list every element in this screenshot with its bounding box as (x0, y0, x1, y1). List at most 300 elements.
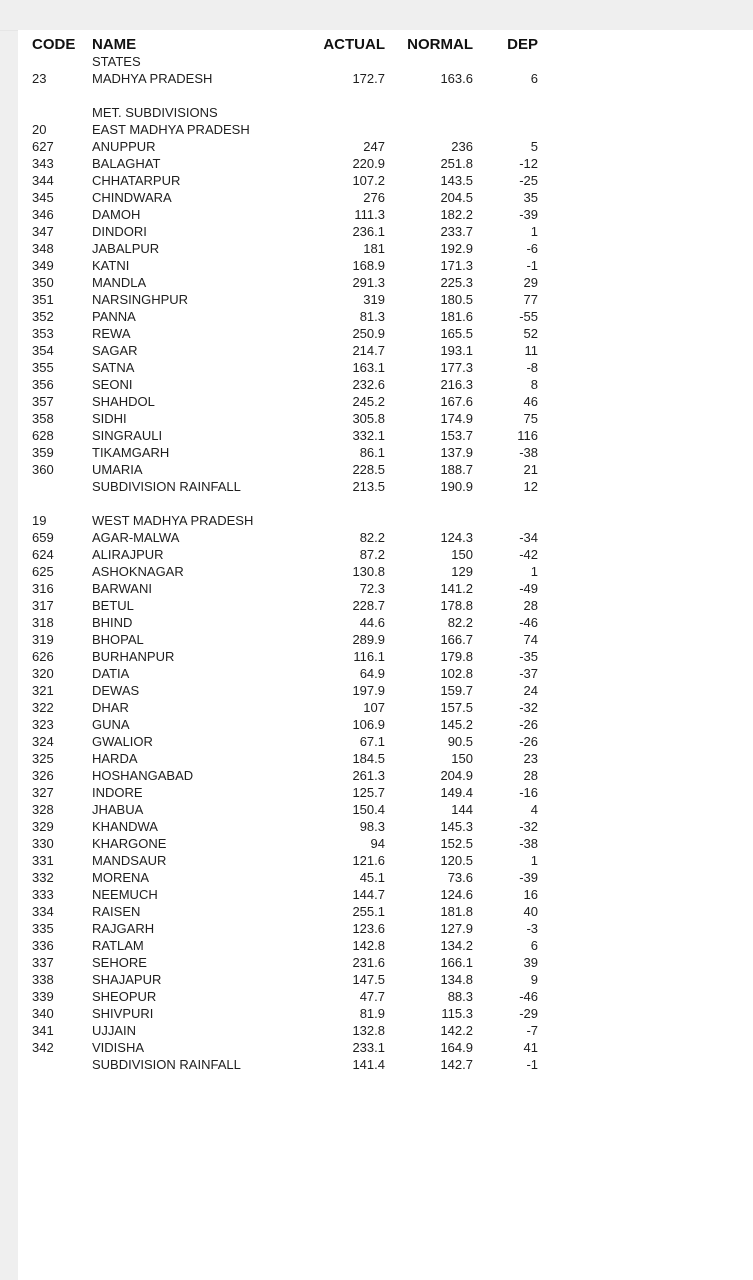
cell-code: 350 (32, 275, 54, 290)
cell-dep: 12 (523, 479, 538, 494)
cell-name: BALAGHAT (92, 156, 161, 171)
cell-dep: -38 (519, 445, 538, 460)
table-row (32, 1005, 753, 1022)
cell-actual (260, 512, 385, 529)
table-row (32, 478, 753, 495)
table-row (32, 886, 753, 903)
table-row (32, 1039, 753, 1056)
cell-normal: 190.9 (440, 479, 473, 494)
cell-dep: 28 (523, 768, 538, 783)
cell-filler (538, 597, 753, 614)
cell-filler (538, 954, 753, 971)
cell-actual: 45.1 (359, 870, 385, 885)
cell-dep: -6 (526, 241, 538, 256)
cell-actual: 319 (363, 292, 385, 307)
column-header-normal: NORMAL (407, 36, 473, 53)
cell-filler (538, 716, 753, 733)
cell-dep: 46 (523, 394, 538, 409)
cell-filler (538, 155, 753, 172)
report-page (18, 30, 753, 1280)
cell-code: 323 (32, 717, 54, 732)
cell-name: DAMOH (92, 207, 141, 222)
cell-code: 319 (32, 632, 54, 647)
cell-dep: 5 (530, 139, 538, 154)
cell-filler (538, 53, 753, 70)
cell-normal: 157.5 (440, 700, 473, 715)
cell-filler (538, 1056, 753, 1073)
table-row (32, 784, 753, 801)
cell-code: 348 (32, 241, 54, 256)
cell-normal: 171.3 (440, 258, 473, 273)
cell-code: 318 (32, 615, 54, 630)
cell-name: CHHATARPUR (92, 173, 181, 188)
cell-name: SAGAR (92, 343, 138, 358)
cell-name: SUBDIVISION RAINFALL (92, 479, 241, 494)
cell-filler (538, 869, 753, 886)
cell-dep: -38 (519, 836, 538, 851)
cell-code: 345 (32, 190, 54, 205)
cell-normal (385, 104, 473, 121)
table-row (32, 614, 753, 631)
table-row (32, 240, 753, 257)
cell-name: KHARGONE (92, 836, 167, 851)
cell-filler (538, 614, 753, 631)
table-row (32, 325, 753, 342)
spacer-row (32, 87, 753, 104)
cell-actual: 142.8 (352, 938, 385, 953)
cell-dep: -55 (519, 309, 538, 324)
cell-dep: 9 (530, 972, 538, 987)
column-header-actual: ACTUAL (323, 36, 385, 53)
cell-dep: -34 (519, 530, 538, 545)
table-row (32, 274, 753, 291)
table-row (32, 920, 753, 937)
header-row (32, 33, 753, 53)
cell-code: 317 (32, 598, 54, 613)
cell-name: RAISEN (92, 904, 141, 919)
cell-code: 20 (32, 122, 47, 137)
cell-normal: 164.9 (440, 1040, 473, 1055)
cell-actual: 181 (363, 241, 385, 256)
cell-actual: 130.8 (352, 564, 385, 579)
cell-dep: -35 (519, 649, 538, 664)
column-header-filler (538, 33, 753, 53)
cell-actual: 44.6 (359, 615, 385, 630)
cell-normal: 82.2 (447, 615, 473, 630)
cell-actual: 106.9 (352, 717, 385, 732)
cell-code: 353 (32, 326, 54, 341)
cell-normal: 193.1 (440, 343, 473, 358)
cell-name: SEHORE (92, 955, 147, 970)
table-row (32, 376, 753, 393)
cell-normal: 142.7 (440, 1057, 473, 1072)
cell-normal: 102.8 (440, 666, 473, 681)
cell-filler (538, 750, 753, 767)
cell-code: 320 (32, 666, 54, 681)
cell-filler (538, 767, 753, 784)
cell-dep: -39 (519, 207, 538, 222)
cell-dep: -12 (519, 156, 538, 171)
cell-filler (538, 1005, 753, 1022)
cell-name: AGAR-MALWA (92, 530, 180, 545)
cell-actual: 98.3 (359, 819, 385, 834)
cell-code: 321 (32, 683, 54, 698)
cell-code: 359 (32, 445, 54, 460)
table-row (32, 767, 753, 784)
cell-actual: 82.2 (359, 530, 385, 545)
cell-filler (538, 478, 753, 495)
cell-dep (473, 512, 538, 529)
cell-normal (385, 53, 473, 70)
table-row (32, 393, 753, 410)
cell-normal: 134.8 (440, 972, 473, 987)
cell-normal: 88.3 (447, 989, 473, 1004)
cell-normal: 178.8 (440, 598, 473, 613)
cell-filler (538, 937, 753, 954)
cell-code: 349 (32, 258, 54, 273)
cell-actual: 228.5 (352, 462, 385, 477)
cell-name: SHAJAPUR (92, 972, 162, 987)
cell-filler (538, 665, 753, 682)
table-row (32, 903, 753, 920)
cell-filler (538, 903, 753, 920)
cell-normal: 145.2 (440, 717, 473, 732)
cell-actual: 261.3 (352, 768, 385, 783)
table-row (32, 648, 753, 665)
cell-name: ALIRAJPUR (92, 547, 164, 562)
cell-normal: 152.5 (440, 836, 473, 851)
cell-normal: 180.5 (440, 292, 473, 307)
cell-name: GUNA (92, 717, 130, 732)
table-row (32, 988, 753, 1005)
table-row (32, 750, 753, 767)
table-row (32, 563, 753, 580)
table-row (32, 971, 753, 988)
cell-filler (538, 648, 753, 665)
cell-name: BARWANI (92, 581, 152, 596)
cell-filler (538, 138, 753, 155)
cell-normal: 165.5 (440, 326, 473, 341)
cell-dep: -32 (519, 819, 538, 834)
cell-actual: 81.3 (359, 309, 385, 324)
cell-name: DINDORI (92, 224, 147, 239)
cell-actual: 250.9 (352, 326, 385, 341)
cell-code: 327 (32, 785, 54, 800)
cell-filler (538, 308, 753, 325)
cell-dep (473, 121, 538, 138)
table-row (32, 172, 753, 189)
cell-actual: 184.5 (352, 751, 385, 766)
cell-code: 330 (32, 836, 54, 851)
cell-name: UMARIA (92, 462, 143, 477)
table-row (32, 308, 753, 325)
cell-actual: 245.2 (352, 394, 385, 409)
cell-name: MANDLA (92, 275, 147, 290)
cell-dep: -42 (519, 547, 538, 562)
cell-actual: 231.6 (352, 955, 385, 970)
cell-actual: 233.1 (352, 1040, 385, 1055)
cell-name: HARDA (92, 751, 138, 766)
table-row (32, 665, 753, 682)
table-row (32, 512, 753, 529)
cell-name: KATNI (92, 258, 130, 273)
table-row (32, 53, 753, 70)
cell-code: 322 (32, 700, 54, 715)
cell-filler (538, 121, 753, 138)
cell-actual: 72.3 (359, 581, 385, 596)
cell-dep: -3 (526, 921, 538, 936)
cell-code: 335 (32, 921, 54, 936)
cell-filler (538, 852, 753, 869)
cell-normal: 181.6 (440, 309, 473, 324)
cell-code: 347 (32, 224, 54, 239)
cell-code: 337 (32, 955, 54, 970)
cell-actual: 214.7 (352, 343, 385, 358)
cell-dep: 4 (530, 802, 538, 817)
cell-dep: 16 (523, 887, 538, 902)
cell-dep: -49 (519, 581, 538, 596)
cell-normal: 145.3 (440, 819, 473, 834)
cell-normal (385, 512, 473, 529)
cell-filler (538, 682, 753, 699)
spacer-cell (32, 87, 753, 104)
cell-actual: 305.8 (352, 411, 385, 426)
table-row (32, 631, 753, 648)
table-row (32, 189, 753, 206)
cell-name: NEEMUCH (92, 887, 158, 902)
cell-normal: 129 (451, 564, 473, 579)
cell-dep: -46 (519, 989, 538, 1004)
cell-normal: 225.3 (440, 275, 473, 290)
cell-name: DATIA (92, 666, 130, 681)
cell-dep: 77 (523, 292, 538, 307)
cell-dep: 40 (523, 904, 538, 919)
cell-actual: 276 (363, 190, 385, 205)
cell-code: 360 (32, 462, 54, 477)
cell-name: CHINDWARA (92, 190, 172, 205)
cell-code: 342 (32, 1040, 54, 1055)
cell-dep: -26 (519, 717, 538, 732)
cell-name: SHAHDOL (92, 394, 155, 409)
cell-filler (538, 631, 753, 648)
cell-dep: -32 (519, 700, 538, 715)
cell-actual: 87.2 (359, 547, 385, 562)
cell-actual: 141.4 (352, 1057, 385, 1072)
table-row (32, 342, 753, 359)
cell-code: 23 (32, 71, 47, 86)
cell-dep: 1 (530, 564, 538, 579)
cell-filler (538, 835, 753, 852)
cell-normal: 251.8 (440, 156, 473, 171)
cell-code: 354 (32, 343, 54, 358)
cell-code (32, 478, 92, 495)
cell-dep: 8 (530, 377, 538, 392)
cell-normal: 144 (451, 802, 473, 817)
cell-dep: 1 (530, 224, 538, 239)
table-row (32, 138, 753, 155)
cell-normal: 142.2 (440, 1023, 473, 1038)
cell-normal: 181.8 (440, 904, 473, 919)
cell-dep: -7 (526, 1023, 538, 1038)
table-header (32, 33, 753, 53)
cell-name: SHEOPUR (92, 989, 157, 1004)
cell-normal: 192.9 (440, 241, 473, 256)
cell-name: JHABUA (92, 802, 144, 817)
cell-filler (538, 563, 753, 580)
table-row (32, 546, 753, 563)
table-row (32, 104, 753, 121)
cell-actual: 236.1 (352, 224, 385, 239)
cell-name: MET. SUBDIVISIONS (92, 105, 218, 120)
cell-name: SHIVPURI (92, 1006, 154, 1021)
cell-actual (260, 104, 385, 121)
cell-code: 339 (32, 989, 54, 1004)
cell-name: REWA (92, 326, 131, 341)
cell-name: RATLAM (92, 938, 144, 953)
table-row (32, 733, 753, 750)
cell-code: 352 (32, 309, 54, 324)
cell-filler (538, 70, 753, 87)
cell-normal: 159.7 (440, 683, 473, 698)
cell-actual: 86.1 (359, 445, 385, 460)
cell-name: RAJGARH (92, 921, 155, 936)
cell-filler (538, 801, 753, 818)
cell-dep: 52 (523, 326, 538, 341)
cell-dep: 35 (523, 190, 538, 205)
cell-dep: 1 (530, 853, 538, 868)
cell-code: 343 (32, 156, 54, 171)
cell-normal: 143.5 (440, 173, 473, 188)
table-row (32, 869, 753, 886)
cell-code: 329 (32, 819, 54, 834)
cell-filler (538, 733, 753, 750)
cell-code: 355 (32, 360, 54, 375)
cell-actual: 232.6 (352, 377, 385, 392)
top-margin-band (0, 0, 753, 31)
cell-actual: 150.4 (352, 802, 385, 817)
cell-name: ASHOKNAGAR (92, 564, 184, 579)
cell-code: 324 (32, 734, 54, 749)
cell-actual: 47.7 (359, 989, 385, 1004)
cell-code: 627 (32, 139, 54, 154)
cell-code: 331 (32, 853, 54, 868)
cell-normal: 236 (451, 139, 473, 154)
cell-actual: 172.7 (352, 71, 385, 86)
cell-code: 19 (32, 513, 47, 528)
cell-dep: 39 (523, 955, 538, 970)
cell-actual: 144.7 (352, 887, 385, 902)
cell-filler (538, 257, 753, 274)
cell-normal: 150 (451, 751, 473, 766)
cell-actual: 213.5 (352, 479, 385, 494)
cell-name: JABALPUR (92, 241, 160, 256)
cell-filler (538, 1022, 753, 1039)
cell-dep: -1 (526, 258, 538, 273)
cell-dep: -8 (526, 360, 538, 375)
cell-dep: -37 (519, 666, 538, 681)
cell-normal: 204.9 (440, 768, 473, 783)
cell-code: 340 (32, 1006, 54, 1021)
cell-dep: -25 (519, 173, 538, 188)
cell-name: PANNA (92, 309, 136, 324)
cell-actual: 132.8 (352, 1023, 385, 1038)
table-row (32, 597, 753, 614)
cell-name: WEST MADHYA PRADESH (92, 513, 254, 528)
table-row (32, 699, 753, 716)
table-row (32, 818, 753, 835)
cell-name: BETUL (92, 598, 134, 613)
cell-normal: 177.3 (440, 360, 473, 375)
cell-name: SATNA (92, 360, 135, 375)
cell-filler (538, 189, 753, 206)
cell-normal: 115.3 (441, 1006, 473, 1021)
cell-name: ANUPPUR (92, 139, 156, 154)
cell-filler (538, 172, 753, 189)
cell-dep: 74 (523, 632, 538, 647)
cell-actual: 289.9 (352, 632, 385, 647)
cell-actual: 228.7 (352, 598, 385, 613)
cell-name: DEWAS (92, 683, 140, 698)
cell-code: 346 (32, 207, 54, 222)
table-row (32, 410, 753, 427)
cell-filler (538, 376, 753, 393)
cell-normal: 167.6 (440, 394, 473, 409)
cell-dep: -39 (519, 870, 538, 885)
cell-filler (538, 240, 753, 257)
cell-normal: 124.3 (440, 530, 473, 545)
cell-name: MORENA (92, 870, 150, 885)
table-row (32, 580, 753, 597)
table-row (32, 682, 753, 699)
cell-filler (538, 274, 753, 291)
table-row (32, 359, 753, 376)
cell-normal: 150 (451, 547, 473, 562)
cell-code: 357 (32, 394, 54, 409)
cell-name: KHANDWA (92, 819, 158, 834)
cell-normal: 188.7 (440, 462, 473, 477)
cell-code: 334 (32, 904, 54, 919)
cell-code: 356 (32, 377, 54, 392)
cell-dep: 21 (523, 462, 538, 477)
table-row (32, 1022, 753, 1039)
cell-name: GWALIOR (92, 734, 153, 749)
cell-normal: 120.5 (440, 853, 473, 868)
cell-name: SEONI (92, 377, 133, 392)
cell-code: 624 (32, 547, 54, 562)
table-row (32, 444, 753, 461)
cell-normal: 153.7 (440, 428, 473, 443)
cell-actual (260, 121, 385, 138)
cell-normal: 73.6 (447, 870, 473, 885)
cell-code: 341 (32, 1023, 54, 1038)
cell-dep: 6 (530, 71, 538, 86)
cell-dep (473, 53, 538, 70)
cell-name: BURHANPUR (92, 649, 175, 664)
cell-actual: 147.5 (352, 972, 385, 987)
cell-actual: 197.9 (352, 683, 385, 698)
table-row (32, 801, 753, 818)
cell-actual: 247 (363, 139, 385, 154)
cell-dep: -46 (519, 615, 538, 630)
cell-name: BHIND (92, 615, 133, 630)
cell-filler (538, 580, 753, 597)
cell-name: SIDHI (92, 411, 127, 426)
cell-normal: 182.2 (440, 207, 473, 222)
cell-code: 338 (32, 972, 54, 987)
cell-name: UJJAIN (92, 1023, 137, 1038)
cell-dep: -29 (519, 1006, 538, 1021)
cell-normal: 233.7 (440, 224, 473, 239)
